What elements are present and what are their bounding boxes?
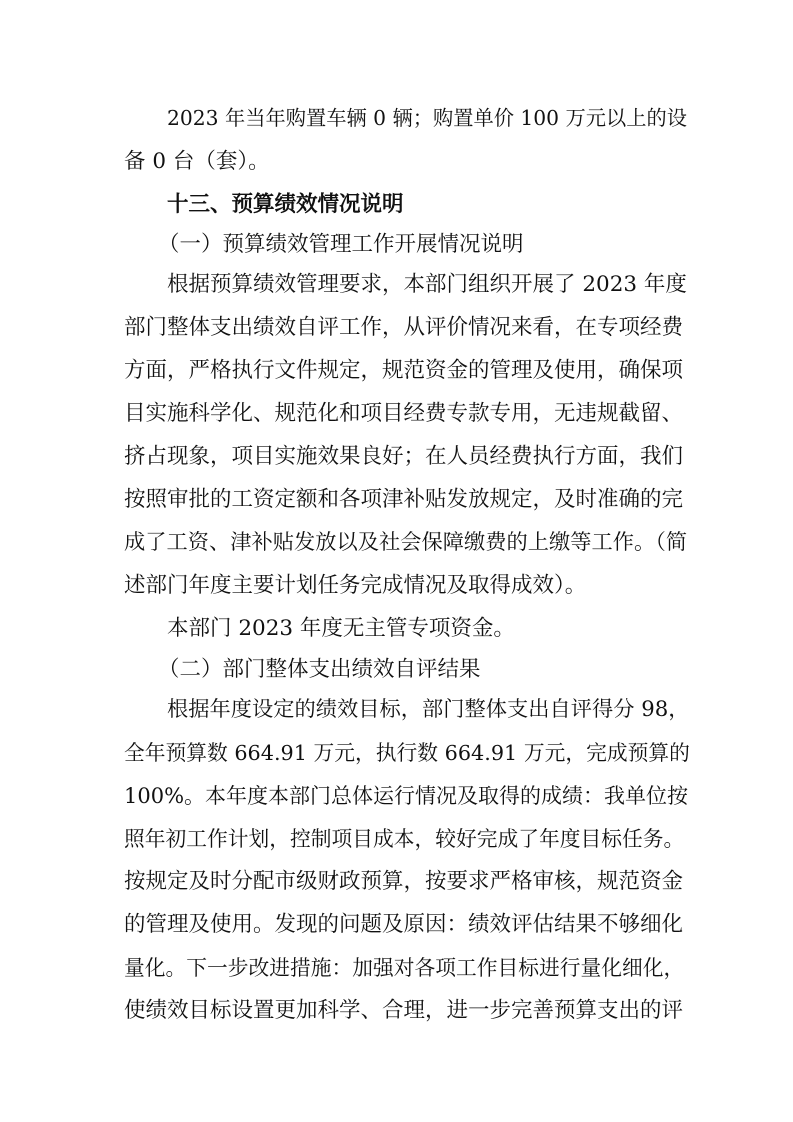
paragraph-result-line-2: 全年预算数 664.91 万元，执行数 664.91 万元，完成预算的: [124, 741, 690, 765]
paragraph-mgmt-line-1: 根据预算绩效管理要求，本部门组织开展了 2023 年度: [167, 272, 687, 297]
paragraph-result-line-4: 照年初工作计划，控制项目成本，较好完成了年度目标任务。: [124, 827, 685, 851]
paragraph-mgmt-line-3: 方面，严格执行文件规定，规范资金的管理及使用，确保项: [124, 358, 684, 383]
paragraph-result-line-6: 的管理及使用。发现的问题及原因：绩效评估结果不够细化: [124, 912, 684, 937]
paragraph-vehicle-line-1: 2023 年当年购置车辆 0 辆；购置单价 100 万元以上的设: [167, 106, 688, 130]
paragraph-no-special-funds: 本部门 2023 年度无主管专项资金。: [167, 616, 515, 641]
subheading-2: （二）部门整体支出绩效自评结果: [158, 657, 481, 682]
section-heading-13: 十三、预算绩效情况说明: [167, 192, 404, 217]
paragraph-result-line-1: 根据年度设定的绩效目标，部门整体支出自评得分 98，: [167, 697, 690, 722]
paragraph-vehicle-line-2: 备 0 台（套）。: [124, 149, 270, 174]
paragraph-mgmt-line-6: 按照审批的工资定额和各项津补贴发放规定，及时准确的完: [124, 487, 684, 512]
paragraph-mgmt-line-8: 述部门年度主要计划任务完成情况及取得成效）。: [124, 573, 587, 598]
subheading-1: （一）预算绩效管理工作开展情况说明: [158, 232, 524, 257]
paragraph-mgmt-line-7: 成了工资、津补贴发放以及社会保障缴费的上缴等工作。（简: [124, 530, 688, 555]
paragraph-mgmt-line-4: 目实施科学化、规范化和项目经费专款专用，无违规截留、: [124, 401, 684, 426]
paragraph-mgmt-line-5: 挤占现象，项目实施效果良好；在人员经费执行方面，我们: [124, 444, 684, 469]
paragraph-result-line-5: 按规定及时分配市级财政预算，按要求严格审核，规范资金: [124, 869, 684, 894]
paragraph-result-line-3: 100%。本年度本部门总体运行情况及取得的成绩：我单位按: [124, 784, 689, 808]
paragraph-result-line-8: 使绩效目标设置更加科学、合理，进一步完善预算支出的评: [124, 998, 684, 1023]
paragraph-mgmt-line-2: 部门整体支出绩效自评工作，从评价情况来看，在专项经费: [124, 315, 684, 340]
paragraph-result-line-7: 量化。下一步改进措施：加强对各项工作目标进行量化细化，: [124, 956, 685, 980]
